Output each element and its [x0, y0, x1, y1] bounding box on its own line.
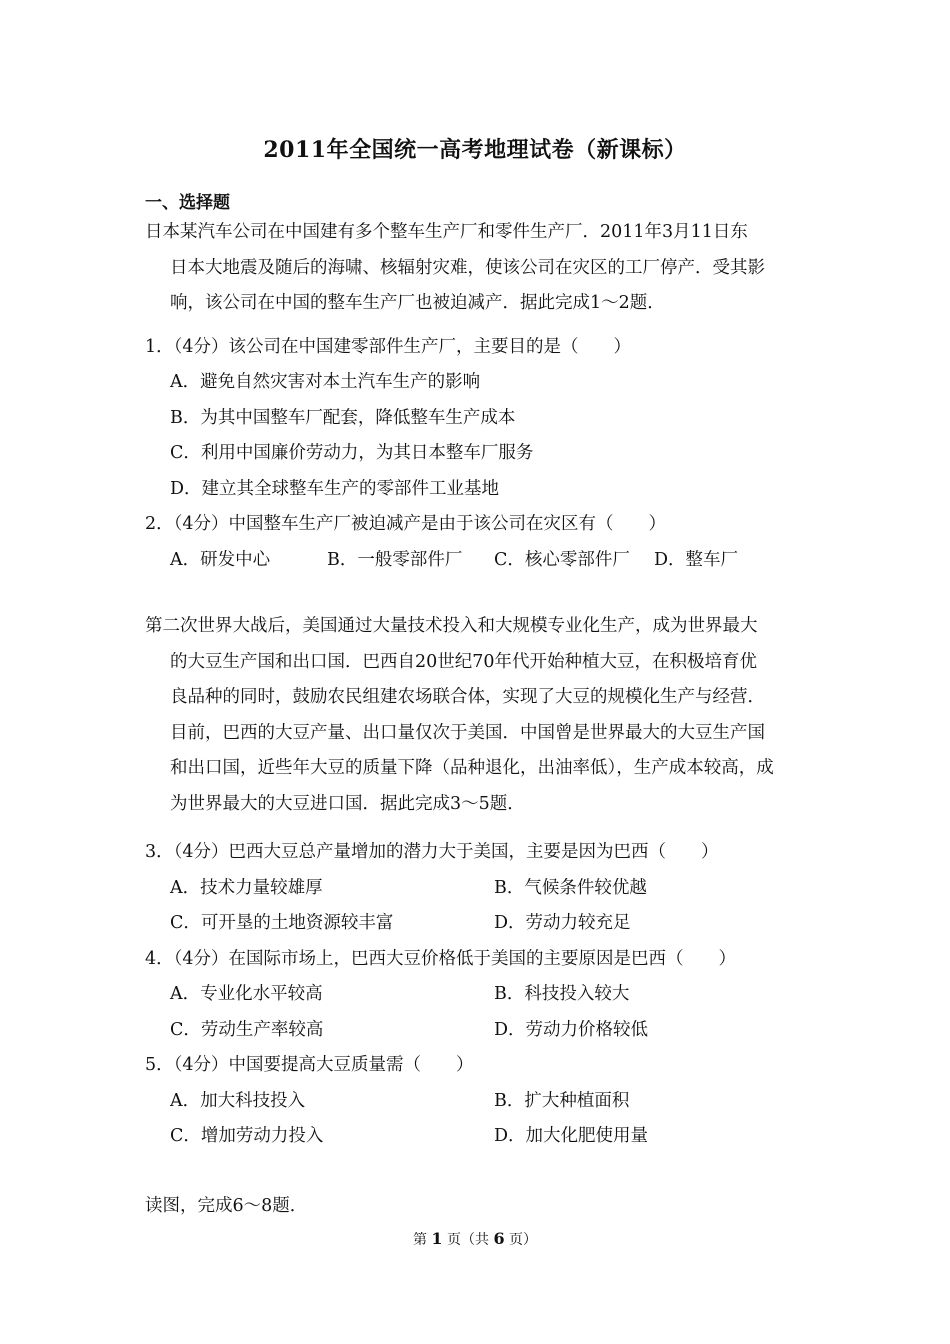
question-2-option-a: A．研发中心	[170, 550, 271, 570]
question-5-option-d: D．加大化肥使用量	[494, 1126, 649, 1146]
question-5-option-a: A．加大科技投入	[170, 1091, 306, 1111]
question-5-option-b: B．扩大种植面积	[494, 1091, 630, 1111]
page-title: 2011年全国统一高考地理试卷（新课标）	[263, 137, 687, 163]
passage-line: 日本某汽车公司在中国建有多个整车生产厂和零件生产厂．2011年3月11日东	[145, 222, 748, 242]
passage-line: 为世界最大的大豆进口国．据此完成3～5题．	[170, 793, 525, 814]
question-3-stem: 3．（4分）巴西大豆总产量增加的潜力大于美国，主要是因为巴西（ ）	[145, 842, 719, 862]
question-1-option-a: A．避免自然灾害对本土汽车生产的影响	[170, 372, 481, 392]
question-1-option-c: C．利用中国廉价劳动力，为其日本整车厂服务	[170, 443, 534, 463]
question-4-option-d: D．劳动力价格较低	[494, 1020, 649, 1040]
passage-1	[145, 215, 815, 322]
question-1-option-d: D．建立其全球整车生产的零部件工业基地	[170, 479, 500, 499]
footer-middle: 页（共	[447, 1232, 489, 1248]
question-4-stem: 4．（4分）在国际市场上，巴西大豆价格低于美国的主要原因是巴西（ ）	[145, 949, 737, 969]
page-footer	[0, 1229, 950, 1249]
question-2-option-c: C．核心零部件厂	[494, 550, 630, 570]
passage-line: 日本大地震及随后的海啸、核辐射灾难，使该公司在灾区的工厂停产．受其影	[170, 257, 765, 278]
passage-2	[145, 609, 815, 822]
passage-line: 目前，巴西的大豆产量、出口量仅次于美国．中国曾是世界最大的大豆生产国	[170, 722, 765, 743]
footer-suffix: 页）	[509, 1232, 538, 1248]
question-1-option-b: B．为其中国整车厂配套，降低整车生产成本	[170, 408, 516, 428]
page-total: 6	[493, 1229, 505, 1248]
question-2-option-d: D．整车厂	[654, 550, 739, 570]
passage-line: 响，该公司在中国的整车生产厂也被迫减产．据此完成1～2题．	[170, 293, 665, 313]
page-number: 1	[431, 1229, 443, 1248]
question-5-option-c: C．增加劳动力投入	[170, 1126, 324, 1146]
section-heading: 一、选择题	[145, 193, 230, 213]
question-4-option-b: B．科技投入较大	[494, 984, 630, 1004]
passage-line: 和出口国，近些年大豆的质量下降（品种退化，出油率低），生产成本较高，成	[170, 758, 774, 778]
passage-line: 的大豆生产国和出口国．巴西自20世纪70年代开始种植大豆，在积极培育优	[170, 651, 758, 672]
question-5-stem: 5．（4分）中国要提高大豆质量需（ ）	[145, 1055, 474, 1075]
question-3-option-d: D．劳动力较充足	[494, 913, 631, 933]
question-4-option-c: C．劳动生产率较高	[170, 1020, 324, 1040]
passage-line: 良品种的同时，鼓励农民组建农场联合体，实现了大豆的规模化生产与经营．	[170, 687, 765, 707]
question-2-option-b: B．一般零部件厂	[327, 550, 463, 570]
question-2-stem: 2．（4分）中国整车生产厂被迫减产是由于该公司在灾区有（ ）	[145, 514, 667, 534]
question-3-option-a: A．技术力量较雄厚	[170, 878, 323, 898]
passage-3: 读图，完成6～8题．	[145, 1196, 308, 1216]
question-4-option-a: A．专业化水平较高	[170, 984, 323, 1004]
question-3-option-c: C．可开垦的土地资源较丰富	[170, 913, 394, 933]
question-1-stem: 1．（4分）该公司在中国建零部件生产厂，主要目的是（ ）	[145, 337, 632, 357]
question-3-option-b: B．气候条件较优越	[494, 878, 647, 898]
passage-line: 第二次世界大战后，美国通过大量技术投入和大规模专业化生产，成为世界最大	[145, 616, 758, 636]
footer-prefix: 第	[412, 1232, 427, 1248]
